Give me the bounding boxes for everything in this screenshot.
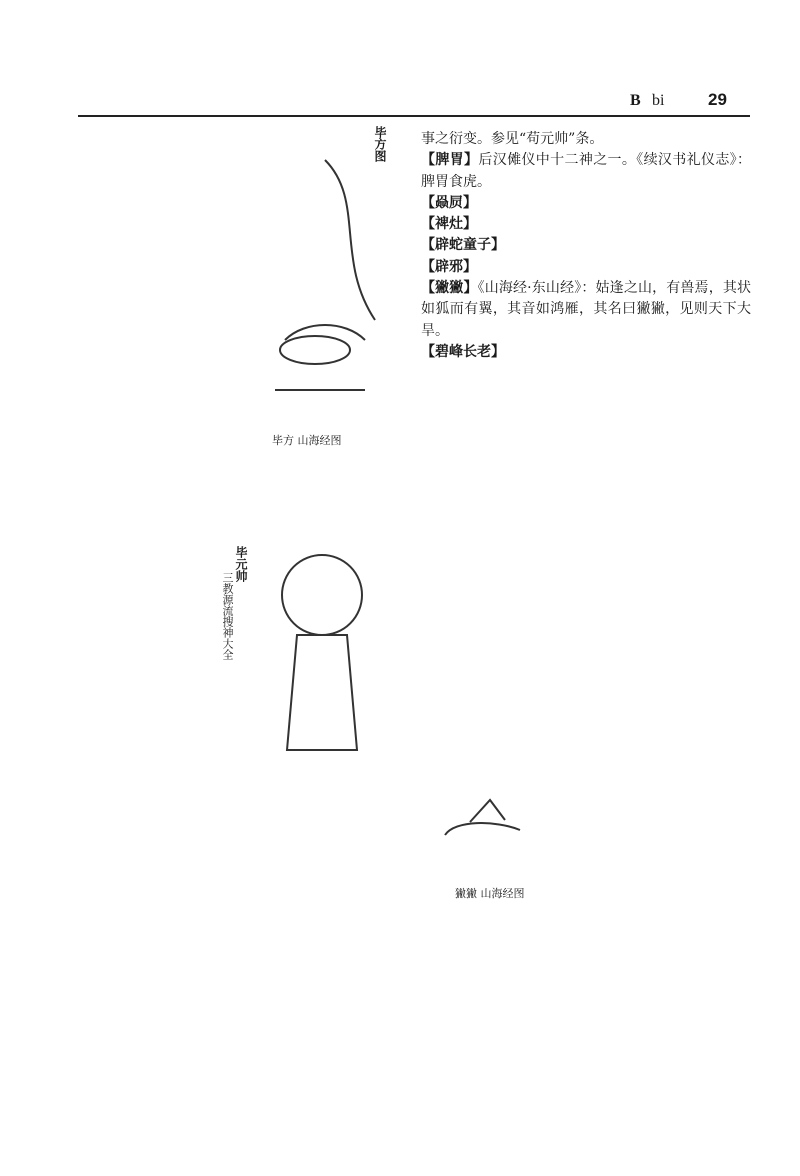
entry-bi-bi-head: 【獙獙】: [421, 280, 478, 297]
entry-bi-feng-zhanglao: [421, 342, 751, 363]
entry-bi-bi-body: 《山海经·东山经》：姑逢之山，有兽焉，其状如狐而有翼，其音如鸿雁，其名曰獙獙，见则天下大旱。: [421, 280, 751, 339]
entry-bi-xi: [421, 193, 751, 214]
bifang-figure: [245, 140, 395, 420]
bifang-caption: 毕方 山海经图: [272, 434, 342, 447]
entry-bi-bi: [421, 278, 751, 342]
right-column: [421, 129, 751, 363]
entry-bi-xi-head: 【赑屃】: [421, 194, 477, 211]
right-intro: 事之衍变。参见“苟元帅”条。: [421, 131, 604, 147]
header-rule: [78, 115, 750, 117]
entry-bi-she-tongzi: [421, 235, 751, 256]
section-syllable: bi: [652, 92, 665, 109]
entry-bi-zao: [421, 214, 751, 235]
bifang-vertical-label: 毕方图: [373, 126, 387, 162]
biyuanshuai-source: 三教源流搜神大全: [221, 572, 234, 660]
entry-bi-zao-head: 【禆灶】: [421, 216, 477, 233]
bibi-figure: [425, 790, 545, 860]
entry-bi-xie: [421, 257, 751, 278]
biyuanshuai-label: 毕元帅: [234, 546, 248, 582]
entry-pi-wei-head: 【脾胃】: [421, 152, 479, 169]
entry-bi-xie-head: 【辟邪】: [421, 258, 477, 275]
biyuanshuai-figure: [252, 540, 387, 770]
entry-bi-feng-zhanglao-head: 【碧峰长老】: [421, 343, 505, 360]
bibi-caption: 獙獙 山海经图: [455, 887, 525, 900]
entry-bi-she-tongzi-head: 【辟蛇童子】: [421, 237, 505, 254]
page-number: 29: [708, 90, 727, 109]
entry-pi-wei-body: 后汉傩仪中十二神之一。《续汉书礼仪志》：脾胃食虎。: [421, 152, 752, 190]
entry-pi-wei: [421, 150, 751, 193]
section-letter: B: [630, 92, 641, 109]
